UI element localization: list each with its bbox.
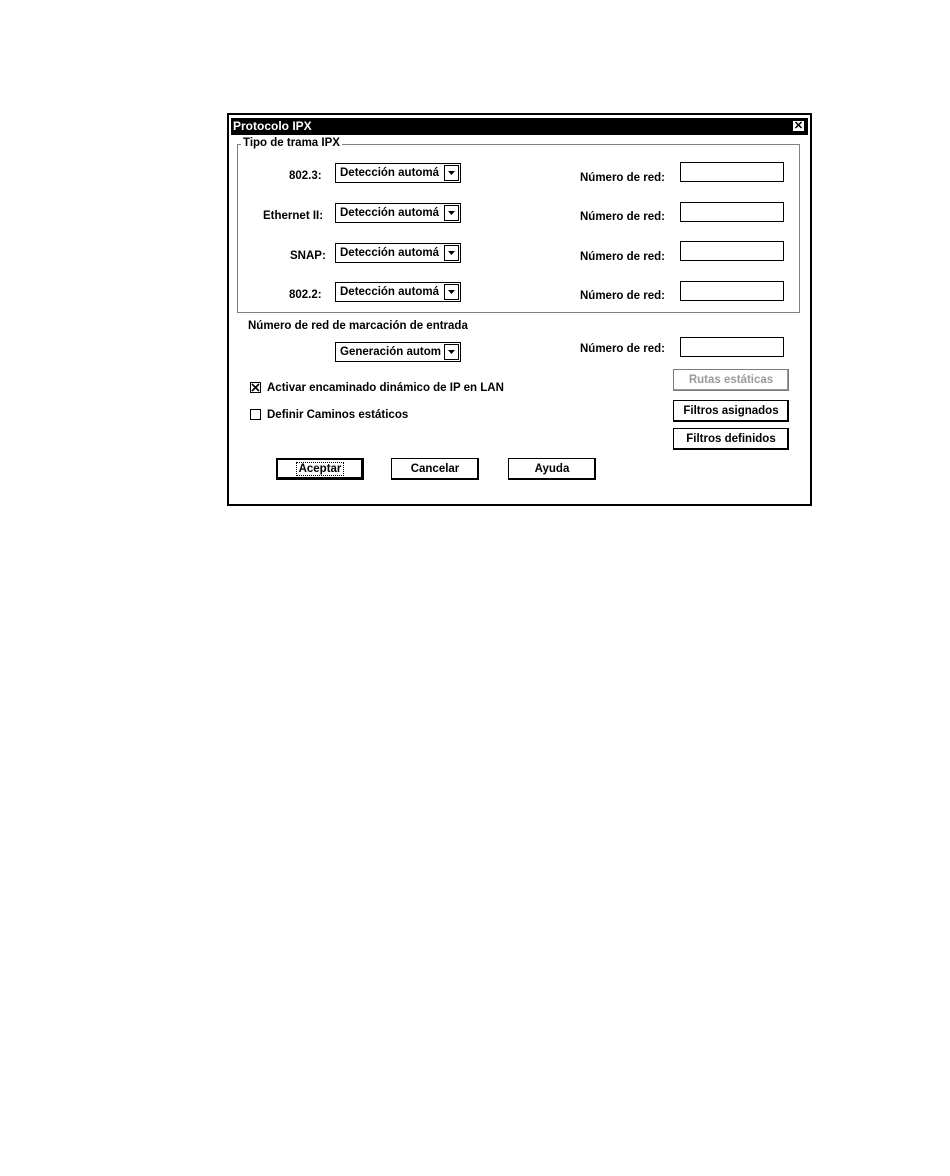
combo-802-3-value: Detección automá [340, 167, 440, 179]
checkmark-x-icon [251, 383, 260, 392]
net-input-dialin[interactable] [680, 337, 784, 357]
net-input-snap[interactable] [680, 241, 784, 261]
net-label-snap: Número de red: [580, 251, 665, 263]
checkbox-static-paths[interactable] [250, 409, 261, 420]
chevron-down-icon[interactable] [444, 165, 459, 181]
frame-type-group-legend: Tipo de trama IPX [243, 137, 340, 149]
close-icon[interactable]: ✕ [793, 120, 804, 132]
ok-button-label: Aceptar [296, 462, 345, 476]
help-button[interactable]: Ayuda [508, 458, 596, 480]
title-bar[interactable] [231, 118, 808, 135]
net-label-dialin: Número de red: [580, 343, 665, 355]
label-ethernet-ii: Ethernet II: [263, 210, 324, 222]
label-802-2: 802.2: [289, 289, 322, 301]
label-802-3: 802.3: [289, 170, 322, 182]
combo-dialin[interactable] [335, 342, 461, 362]
assigned-filters-button[interactable]: Filtros asignados [673, 400, 789, 422]
net-label-ethernet-ii: Número de red: [580, 211, 665, 223]
chevron-down-icon[interactable] [444, 344, 459, 360]
defined-filters-button[interactable]: Filtros definidos [673, 428, 789, 450]
combo-802-2-value: Detección automá [340, 286, 440, 298]
ok-button[interactable] [276, 458, 364, 480]
ipx-protocol-dialog [227, 113, 812, 506]
combo-dialin-value: Generación autom [340, 346, 441, 358]
dialin-label: Número de red de marcación de entrada [248, 320, 468, 332]
combo-802-2[interactable] [335, 282, 461, 302]
net-input-ethernet-ii[interactable] [680, 202, 784, 222]
combo-ethernet-ii-value: Detección automá [340, 207, 440, 219]
dynamic-routing-label[interactable]: Activar encaminado dinámico de IP en LAN [267, 382, 504, 394]
combo-ethernet-ii[interactable] [335, 203, 461, 223]
net-label-802-2: Número de red: [580, 290, 665, 302]
label-snap: SNAP: [290, 250, 326, 262]
checkbox-dynamic-routing[interactable] [250, 382, 261, 393]
combo-snap[interactable] [335, 243, 461, 263]
combo-snap-value: Detección automá [340, 247, 440, 259]
net-input-802-3[interactable] [680, 162, 784, 182]
static-paths-label[interactable]: Definir Caminos estáticos [267, 409, 409, 421]
net-input-802-2[interactable] [680, 281, 784, 301]
chevron-down-icon[interactable] [444, 205, 459, 221]
cancel-button[interactable]: Cancelar [391, 458, 479, 480]
dialog-title: Protocolo IPX [233, 119, 312, 133]
net-label-802-3: Número de red: [580, 172, 665, 184]
chevron-down-icon[interactable] [444, 284, 459, 300]
static-routes-button[interactable]: Rutas estáticas [673, 369, 789, 391]
combo-802-3[interactable] [335, 163, 461, 183]
chevron-down-icon[interactable] [444, 245, 459, 261]
